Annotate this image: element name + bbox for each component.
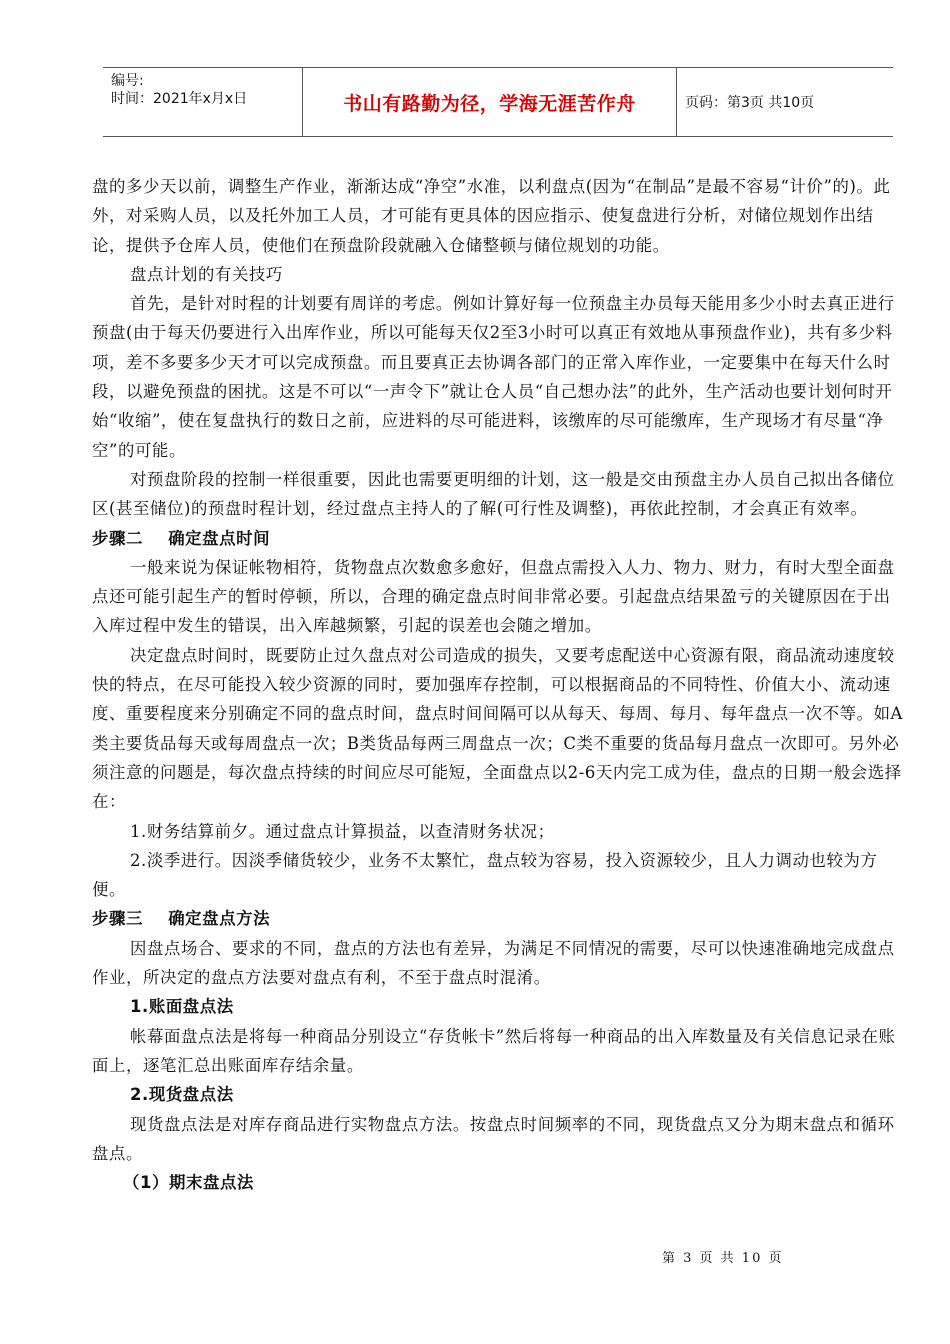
document-body [92,172,904,1197]
paragraph: 首先，是针对时程的计划要有周详的考虑。例如计算好每一位预盘主办员每天能用多少小时去真正进行预盘(由于每天仍要进行入出库作业，所以可能每天仅2至3小时可以真正有效地从事预盘作业)，共有多少料项，差不多要多少天才可以完成预盘。而且要真正去协调各部门的正常入库作业，一定要集中在每天什么时段，以避免预盘的困扰。这是不可以“一声令下”就让仓人员“自己想办法”的此外，生产活动也要计划何时开始“收缩”，使在复盘执行的数日之前，应进料的尽可能进料，该缴库的尽可能缴库，生产现场才有尽量“净空”的可能。 [92,294,895,460]
step-heading: 步骤三 确定盘点方法 [92,909,271,929]
header-number-label: 编号: [111,73,144,89]
header-meta [103,68,303,136]
paragraph: 对预盘阶段的控制一样很重要，因此也需要更明细的计划，这一般是交由预盘主办人员自己拟出各储位区(甚至储位)的预盘时程计划，经过盘点主持人的了解(可行性及调整)，再依此控制，才会真正有效率。 [92,469,895,519]
page-header [103,67,893,137]
paragraph: 帐幕面盘点法是将每一种商品分别设立“存货帐卡”然后将每一种商品的出入库数量及有关信息记录在账面上，逐笔汇总出账面库存结余量。 [92,1026,896,1075]
method-heading: 1.账面盘点法 [130,997,234,1017]
step-heading: 步骤二 确定盘点时间 [92,528,271,548]
list-item: 1.财务结算前夕。通过盘点计算损益，以查清财务状况； [130,821,555,841]
header-motto: 书山有路勤为径，学海无涯苦作舟 [303,68,677,136]
paragraph: 因盘点场合、要求的不同，盘点的方法也有差异，为满足不同情况的需要，尽可以快速准确地完成盘点作业，所决定的盘点方法要对盘点有利，不至于盘点时混淆。 [92,938,895,988]
header-page-label: 页码：第3页 共10页 [685,95,815,111]
sub-method-heading: （1）期末盘点法 [123,1173,254,1193]
paragraph: 决定盘点时间时，既要防止过久盘点对公司造成的损失，又要考虑配送中心资源有限，商品流动速度较快的特点，在尽可能投入较少资源的同时，要加强库存控制，可以根据商品的不同特性、价值大小、流动速度、重要程度来分别确定不同的盘点时间，盘点时间间隔可以从每天、每周、每月、每年盘点一次不等。如A类主要货品每天或每周盘点一次；B类货品每两三周盘点一次；C类不重要的货品每月盘点一次即可。另外必须注意的问题是，每次盘点持续的时间应尽可能短，全面盘点以2-6天内完工成为佳，盘点的日期一般会选择在： [92,645,903,812]
header-time-label: 时间：2021年x月x日 [111,91,248,107]
page-footer: 第 3 页 共 10 页 [662,1251,784,1266]
paragraph: 现货盘点法是对库存商品进行实物盘点方法。按盘点时间频率的不同，现货盘点又分为期末盘点和循环盘点。 [92,1114,895,1163]
paragraph: 盘的多少天以前，调整生产作业，渐渐达成“净空”水准，以利盘点(因为“在制品”是最不容易“计价”的)。此外，对采购人员，以及托外加工人员，才可能有更具体的因应指示、使复盘进行分析，对储位规划作出结论，提供予仓库人员，使他们在预盘阶段就融入仓储整顿与储位规划的功能。 [92,177,891,255]
paragraph: 一般来说为保证帐物相符，货物盘点次数愈多愈好，但盘点需投入人力、物力、财力，有时大型全面盘点还可能引起生产的暂时停顿，所以，合理的确定盘点时间非常必要。引起盘点结果盈亏的关键原因在于出入库过程中发生的错误，出入库越频繁，引起的误差也会随之增加。 [92,557,895,636]
section-subtitle: 盘点计划的有关技巧 [130,264,283,284]
method-heading: 2.现货盘点法 [130,1085,234,1105]
list-item: 2.淡季进行。因淡季储货较少，业务不太繁忙，盘点较为容易，投入资源较少，且人力调动也较为方便。 [92,850,878,900]
